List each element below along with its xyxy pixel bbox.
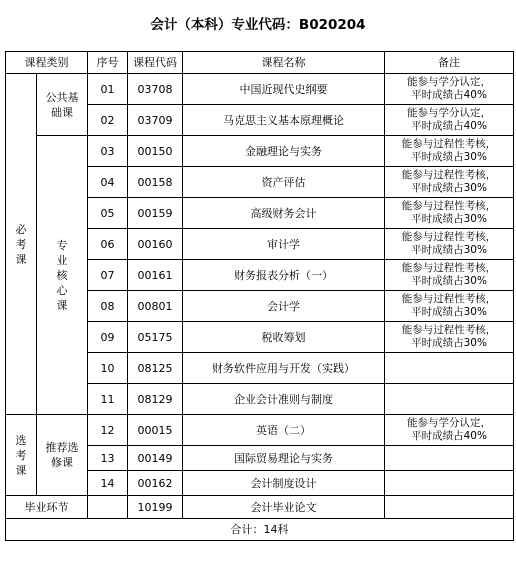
cell-code: 05175 [128, 322, 183, 353]
cell-code: 00159 [128, 198, 183, 229]
cell-name: 会计学 [183, 291, 385, 322]
cell-seq: 09 [88, 322, 128, 353]
cell-seq: 14 [88, 471, 128, 496]
cell-code: 00149 [128, 446, 183, 471]
total-row [6, 519, 514, 541]
cell-name: 国际贸易理论与实务 [183, 446, 385, 471]
cell-seq: 04 [88, 167, 128, 198]
cell-seq: 10 [88, 353, 128, 384]
page-title: 会计（本科）专业代码：B020204 [150, 17, 366, 33]
cell-name: 财务报表分析（一） [183, 260, 385, 291]
cell-remark: 能参与过程性考核， 平时成绩占30% [385, 136, 514, 167]
cell-code: 08125 [128, 353, 183, 384]
cell-name: 英语（二） [183, 415, 385, 446]
cell-remark: 能参与学分认定， 平时成绩占40% [385, 105, 514, 136]
cell-code: 03708 [128, 74, 183, 105]
cell-remark: 能参与过程性考核， 平时成绩占30% [385, 229, 514, 260]
cell-remark: 能参与学分认定， 平时成绩占40% [385, 74, 514, 105]
header-name: 课程名称 [183, 52, 385, 74]
cell-remark: 能参与过程性考核， 平时成绩占30% [385, 167, 514, 198]
group-required: 必考课 [6, 74, 37, 415]
cell-remark: 能参与过程性考核， 平时成绩占30% [385, 291, 514, 322]
cell-name: 资产评估 [183, 167, 385, 198]
group-graduation: 毕业环节 [6, 496, 88, 519]
cell-name: 高级财务会计 [183, 198, 385, 229]
cell-seq [88, 496, 128, 519]
cell-name: 税收筹划 [183, 322, 385, 353]
cell-name: 金融理论与实务 [183, 136, 385, 167]
cell-name: 企业会计准则与制度 [183, 384, 385, 415]
cell-seq: 11 [88, 384, 128, 415]
cell-remark: 能参与过程性考核， 平时成绩占30% [385, 260, 514, 291]
total-cell: 合计：14科 [6, 519, 514, 541]
group-recommended-elective: 推荐选修课 [37, 415, 88, 496]
cell-seq: 01 [88, 74, 128, 105]
cell-seq: 05 [88, 198, 128, 229]
cell-remark [385, 446, 514, 471]
cell-code: 00158 [128, 167, 183, 198]
cell-seq: 02 [88, 105, 128, 136]
cell-remark: 能参与过程性考核， 平时成绩占30% [385, 322, 514, 353]
cell-code: 00801 [128, 291, 183, 322]
cell-code: 00150 [128, 136, 183, 167]
cell-remark [385, 353, 514, 384]
cell-remark [385, 496, 514, 519]
table-row [6, 415, 514, 446]
group-major-core: 专业核心课 [37, 136, 88, 415]
cell-seq: 13 [88, 446, 128, 471]
cell-seq: 06 [88, 229, 128, 260]
cell-code: 03709 [128, 105, 183, 136]
cell-remark: 能参与过程性考核， 平时成绩占30% [385, 198, 514, 229]
cell-code: 00162 [128, 471, 183, 496]
cell-name: 会计制度设计 [183, 471, 385, 496]
cell-name: 中国近现代史纲要 [183, 74, 385, 105]
course-table [5, 51, 514, 541]
cell-name: 财务软件应用与开发（实践） [183, 353, 385, 384]
cell-code: 00161 [128, 260, 183, 291]
cell-code: 00160 [128, 229, 183, 260]
header-category: 课程类别 [6, 52, 88, 74]
cell-code: 00015 [128, 415, 183, 446]
cell-remark [385, 384, 514, 415]
cell-seq: 08 [88, 291, 128, 322]
cell-seq: 12 [88, 415, 128, 446]
header-seq: 序号 [88, 52, 128, 74]
cell-name: 会计毕业论文 [183, 496, 385, 519]
header-remark: 备注 [385, 52, 514, 74]
table-header-row [6, 52, 514, 74]
cell-name: 审计学 [183, 229, 385, 260]
table-row [6, 496, 514, 519]
group-elective: 选考课 [6, 415, 37, 496]
table-row [6, 136, 514, 167]
table-row [6, 74, 514, 105]
header-code: 课程代码 [128, 52, 183, 74]
group-public-basic: 公共基础课 [37, 74, 88, 136]
cell-remark: 能参与学分认定， 平时成绩占40% [385, 415, 514, 446]
cell-seq: 07 [88, 260, 128, 291]
cell-seq: 03 [88, 136, 128, 167]
cell-remark [385, 471, 514, 496]
cell-code: 10199 [128, 496, 183, 519]
cell-code: 08129 [128, 384, 183, 415]
cell-name: 马克思主义基本原理概论 [183, 105, 385, 136]
